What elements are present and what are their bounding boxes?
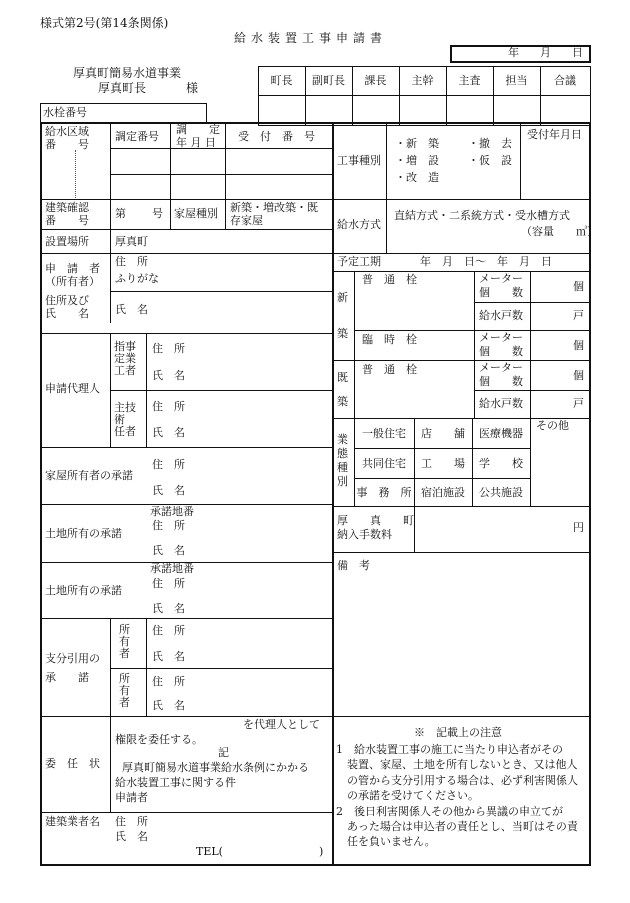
agent-label: 申請代理人 [45, 382, 100, 395]
new-meter-count-label-2: 個 数 [479, 286, 523, 299]
branch-owner-name-label: 氏 名 [152, 650, 185, 663]
supply-method-options: 直結方式・二系統方式・受水槽方式 [394, 209, 570, 222]
applicant-address-name-label-2: 氏 名 [45, 307, 89, 320]
existing-households-label: 給水戸数 [479, 397, 523, 410]
supply-method-label: 給水方式 [337, 218, 381, 231]
fee-yen: 円 [573, 521, 584, 534]
adjust-date-label: 調 定 [176, 123, 220, 136]
biz-lodging: 宿泊施設 [421, 486, 465, 499]
branch-owner-address-label: 住 所 [152, 624, 185, 637]
fee-label: 厚 真 町 [337, 514, 414, 527]
contractor-tel-label: TEL( [196, 845, 223, 858]
date-day: 日 [572, 46, 583, 59]
applicant-owner-label: （所有者） [45, 275, 100, 288]
house-owner-consent-label: 家屋所有者の承諾 [45, 469, 133, 482]
addressee-line1: 厚真町簡易水道事業 [73, 66, 182, 80]
temp-meter-unit: 個 [573, 339, 584, 352]
biz-other: その他 [536, 419, 569, 432]
form-number: 様式第2号(第14条関係) [40, 16, 169, 30]
house-owner-address-label: 住 所 [152, 458, 185, 471]
biz-shop: 店 舗 [421, 427, 465, 440]
applicant-label: 申 請 者 [45, 262, 100, 275]
branch-consent-label: 支分引用の [45, 652, 100, 665]
existing-build-label-2: 築 [337, 395, 348, 408]
hydrant-number-label: 水栓番号 [43, 106, 87, 119]
contractor-name-label: 氏 名 [115, 830, 148, 843]
new-temporary-hydrant: 臨 時 栓 [362, 333, 417, 346]
capacity-label: （容量 ㎥） [521, 225, 598, 238]
schedule-dates: 年 月 日〜 年 月 日 [420, 255, 552, 268]
house-owner-name-label: 氏 名 [152, 484, 185, 497]
land-owner-name-label-2: 氏 名 [152, 602, 185, 615]
work-type-modify: ・改 造 [395, 171, 439, 184]
branch-owner-name-label-2: 氏 名 [152, 699, 185, 712]
work-type-remove: ・撤 去 [468, 137, 512, 150]
chief-name-label: 氏 名 [152, 426, 185, 439]
approval-council: 合議 [554, 74, 576, 87]
land-owner-consent-label-2: 土地所有の承諾 [45, 584, 122, 597]
existing-meter-count-label-2: 個 数 [479, 375, 523, 388]
proxy-text-1: を代理人として [243, 718, 320, 731]
addressee-line2: 厚真町長 [98, 81, 147, 95]
adjust-date-label-2: 年 月 日 [176, 136, 216, 149]
biz-office: 事 務 所 [356, 486, 412, 499]
work-type-label: 工事種別 [337, 154, 381, 167]
building-cert-label-2: 番 号 [45, 214, 89, 227]
date-year: 年 [508, 46, 519, 59]
approval-mayor: 町長 [270, 74, 293, 87]
contractor-label: 建築業者名 [45, 815, 100, 828]
fee-label-2: 納入手数料 [337, 528, 392, 541]
applicant-address-label: 住 所 [115, 255, 148, 268]
land-lot-label: 承諾地番 [150, 505, 194, 518]
adjust-number-label: 調定番号 [115, 130, 159, 143]
new-meter-unit: 個 [573, 280, 584, 293]
existing-build-label: 既 [337, 371, 348, 384]
land-lot-label-2: 承諾地番 [150, 562, 194, 575]
approval-staff: 担当 [505, 74, 528, 87]
new-households-unit: 戸 [573, 309, 584, 322]
remarks-label: 備 考 [337, 559, 370, 572]
form-title: 給水装置工事申請書 [234, 31, 388, 45]
branch-owner-label: 所 有 者 [119, 623, 130, 660]
land-owner-address-label: 住 所 [152, 519, 185, 532]
branch-consent-label-2: 承 諾 [45, 671, 89, 684]
new-normal-hydrant: 普 通 栓 [362, 273, 417, 286]
biz-apartment: 共同住宅 [362, 457, 406, 470]
land-owner-consent-label: 土地所有の承諾 [45, 527, 122, 540]
chief-address-label: 住 所 [152, 400, 185, 413]
designated-contractor-label: 指事 定業 工者 [114, 340, 136, 377]
branch-owner-label-2: 所 有 者 [119, 672, 130, 709]
applicant-address-name-label: 住所及び [45, 294, 89, 307]
construction-type-2: 存家屋 [230, 214, 263, 227]
biz-public: 公共施設 [479, 486, 523, 499]
biz-general-house: 一般住宅 [362, 427, 406, 440]
approval-manager: 主幹 [411, 74, 434, 87]
proxy-ki: 記 [218, 746, 229, 759]
cert-number-suffix: 号 [152, 207, 163, 220]
location-label: 設置場所 [45, 235, 89, 248]
biz-school: 学 校 [479, 457, 523, 470]
location-value: 厚真町 [115, 235, 148, 248]
work-type-new: ・新 築 [395, 137, 439, 150]
addressee-honorific: 様 [186, 81, 199, 95]
designated-name-label: 氏 名 [152, 369, 185, 382]
applicant-name-label: 氏 名 [115, 303, 148, 316]
construction-type: 新築・増改築・既 [230, 201, 318, 214]
existing-meter-count-label: メーター [479, 361, 523, 374]
new-meter-count-label: メーター [479, 272, 523, 285]
existing-households-unit: 戸 [573, 397, 584, 410]
notes-title: ※ 記載上の注意 [414, 726, 502, 739]
contractor-address-label: 住 所 [115, 815, 148, 828]
approval-deputy: 副町長 [312, 74, 345, 87]
branch-owner-address-label-2: 住 所 [152, 675, 185, 688]
building-cert-label: 建築確認 [45, 201, 89, 214]
new-build-label-2: 築 [337, 327, 348, 340]
house-type-label: 家屋種別 [174, 207, 218, 220]
new-build-label: 新 [337, 291, 348, 304]
proxy-text-4: 給水装置工事に関する件 [115, 776, 236, 789]
new-households-label: 給水戸数 [479, 309, 523, 322]
receipt-date-label: 受付年月日 [527, 128, 582, 141]
contractor-tel-close: ) [319, 845, 324, 858]
biz-medical: 医療機器 [479, 427, 523, 440]
chief-engineer-label: 主技 術 任者 [114, 401, 136, 438]
work-type-add: ・増 設 [395, 154, 439, 167]
schedule-label: 予定工期 [337, 255, 381, 268]
business-type-label: 業 態 種 別 [337, 433, 348, 488]
proxy-label: 委 任 状 [45, 757, 100, 770]
proxy-applicant-label: 申請者 [115, 791, 148, 804]
approval-section-chief: 課長 [364, 74, 387, 87]
temp-meter-count-label-2: 個 数 [479, 345, 523, 358]
designated-address-label: 住 所 [152, 342, 185, 355]
biz-factory: 工 場 [421, 457, 465, 470]
temp-meter-count-label: メーター [479, 331, 523, 344]
date-month: 月 [540, 46, 551, 59]
land-owner-address-label-2: 住 所 [152, 577, 185, 590]
supply-area-label-2: 番 号 [45, 138, 89, 151]
proxy-text-3: 厚真町簡易水道事業給水条例にかかる [122, 761, 309, 774]
cert-number-prefix: 第 [115, 207, 126, 220]
date-box[interactable] [450, 45, 591, 63]
receipt-number-label: 受 付 番 号 [238, 130, 315, 143]
work-type-temporary: ・仮 設 [468, 154, 512, 167]
existing-normal-hydrant: 普 通 栓 [362, 363, 417, 376]
supply-area-label: 給水区域 [45, 125, 89, 138]
land-owner-name-label: 氏 名 [152, 544, 185, 557]
existing-meter-unit: 個 [573, 369, 584, 382]
approval-supervisor: 主査 [458, 74, 481, 87]
proxy-text-2: 権限を委任する。 [115, 733, 203, 746]
notes-text: 1 給水装置工事の施工に当たり申込者がその 装置、家屋、土地を所有しないとき、又は他人 の管から支分引用する場合は、必ず利害関係人 の承諾を受けてください。 2 後日利害関係人その他から異議の申立てが あった場合は申込者の責任とし、当町はその責 任を負いません。 [336, 743, 578, 849]
furigana-label: ふりがな [115, 272, 159, 285]
